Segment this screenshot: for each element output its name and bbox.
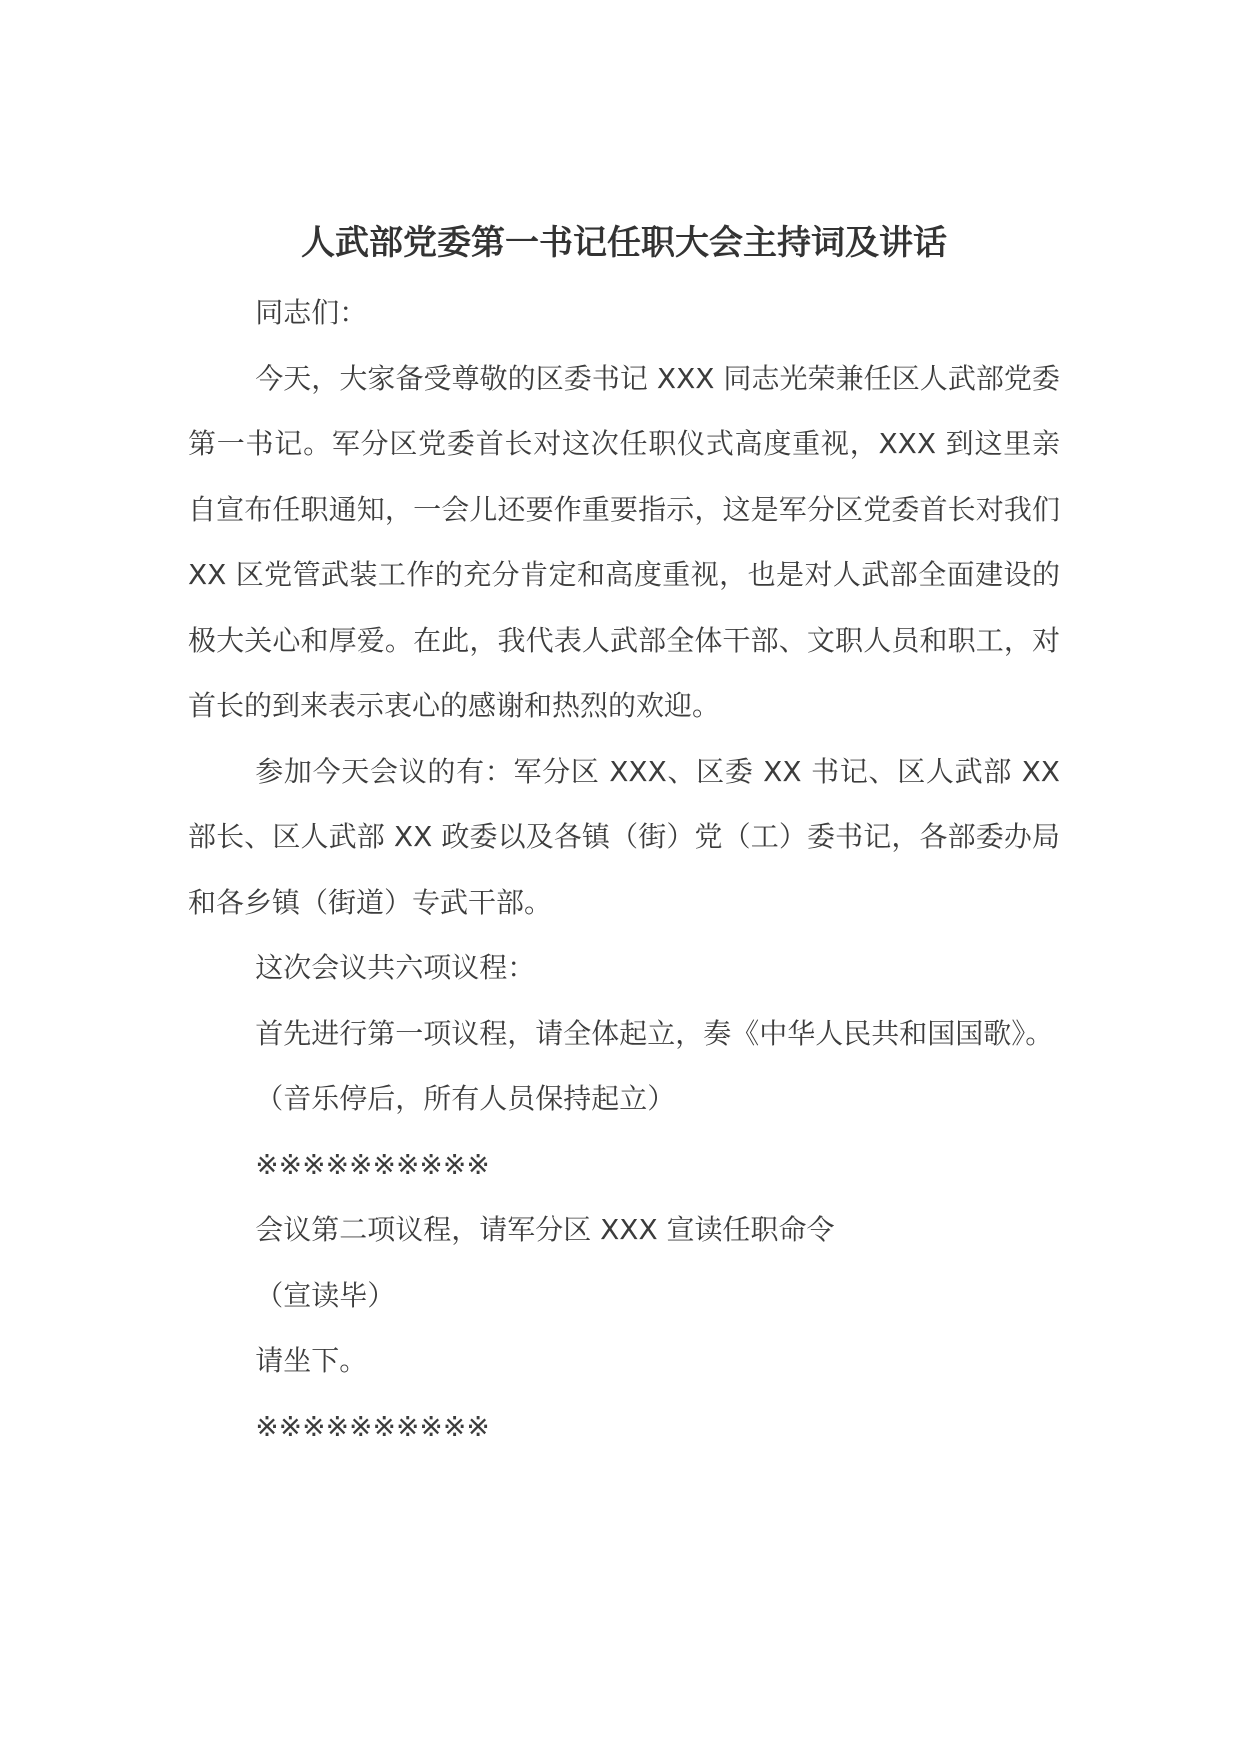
stage-direction-music: （音乐停后，所有人员保持起立） [255,1082,676,1115]
document-body [188,280,1060,1459]
paragraph-opening: 今天，大家备受尊敬的区委书记 XXX 同志光荣兼任区人武部党委第一书记。军分区党委首长对这次任职仪式高度重视，XXX 到这里亲自宣布任职通知，一会儿还要作重要指示，这是军分区党委首长对我们 XX 区党管武装工作的充分肯定和高度重视，也是对人武部全面建设的极大关心和厚爱。在此，我代表人武部全体干部、文职人员和职工，对首长的到来表示衷心的感谢和热烈的欢迎。 [188,361,1060,722]
document-page [188,0,1060,1754]
salutation: 同志们： [255,296,368,329]
paragraph-agenda-item-1: 首先进行第一项议程，请全体起立，奏《中华人民共和国国歌》。 [255,1016,1054,1050]
stage-direction-reading: （宣读毕） [255,1278,396,1312]
paragraph-agenda-intro: 这次会议共六项议程： [255,951,536,984]
document-title: 人武部党委第一书记任职大会主持词及讲话 [301,222,947,263]
paragraph-attendees: 参加今天会议的有：军分区 XXX、区委 XX 书记、区人武部 XX 部长、区人武部 XX 政委以及各镇（街）党（工）委书记，各部委办局和各乡镇（街道）专武干部。 [188,754,1060,919]
section-divider: ※※※※※※※※※※ [255,1147,490,1181]
section-divider: ※※※※※※※※※※ [255,1409,490,1443]
paragraph-agenda-item-2: 会议第二项议程，请军分区 XXX 宣读任职命令 [255,1213,835,1246]
paragraph-sit-down: 请坐下。 [255,1344,368,1377]
